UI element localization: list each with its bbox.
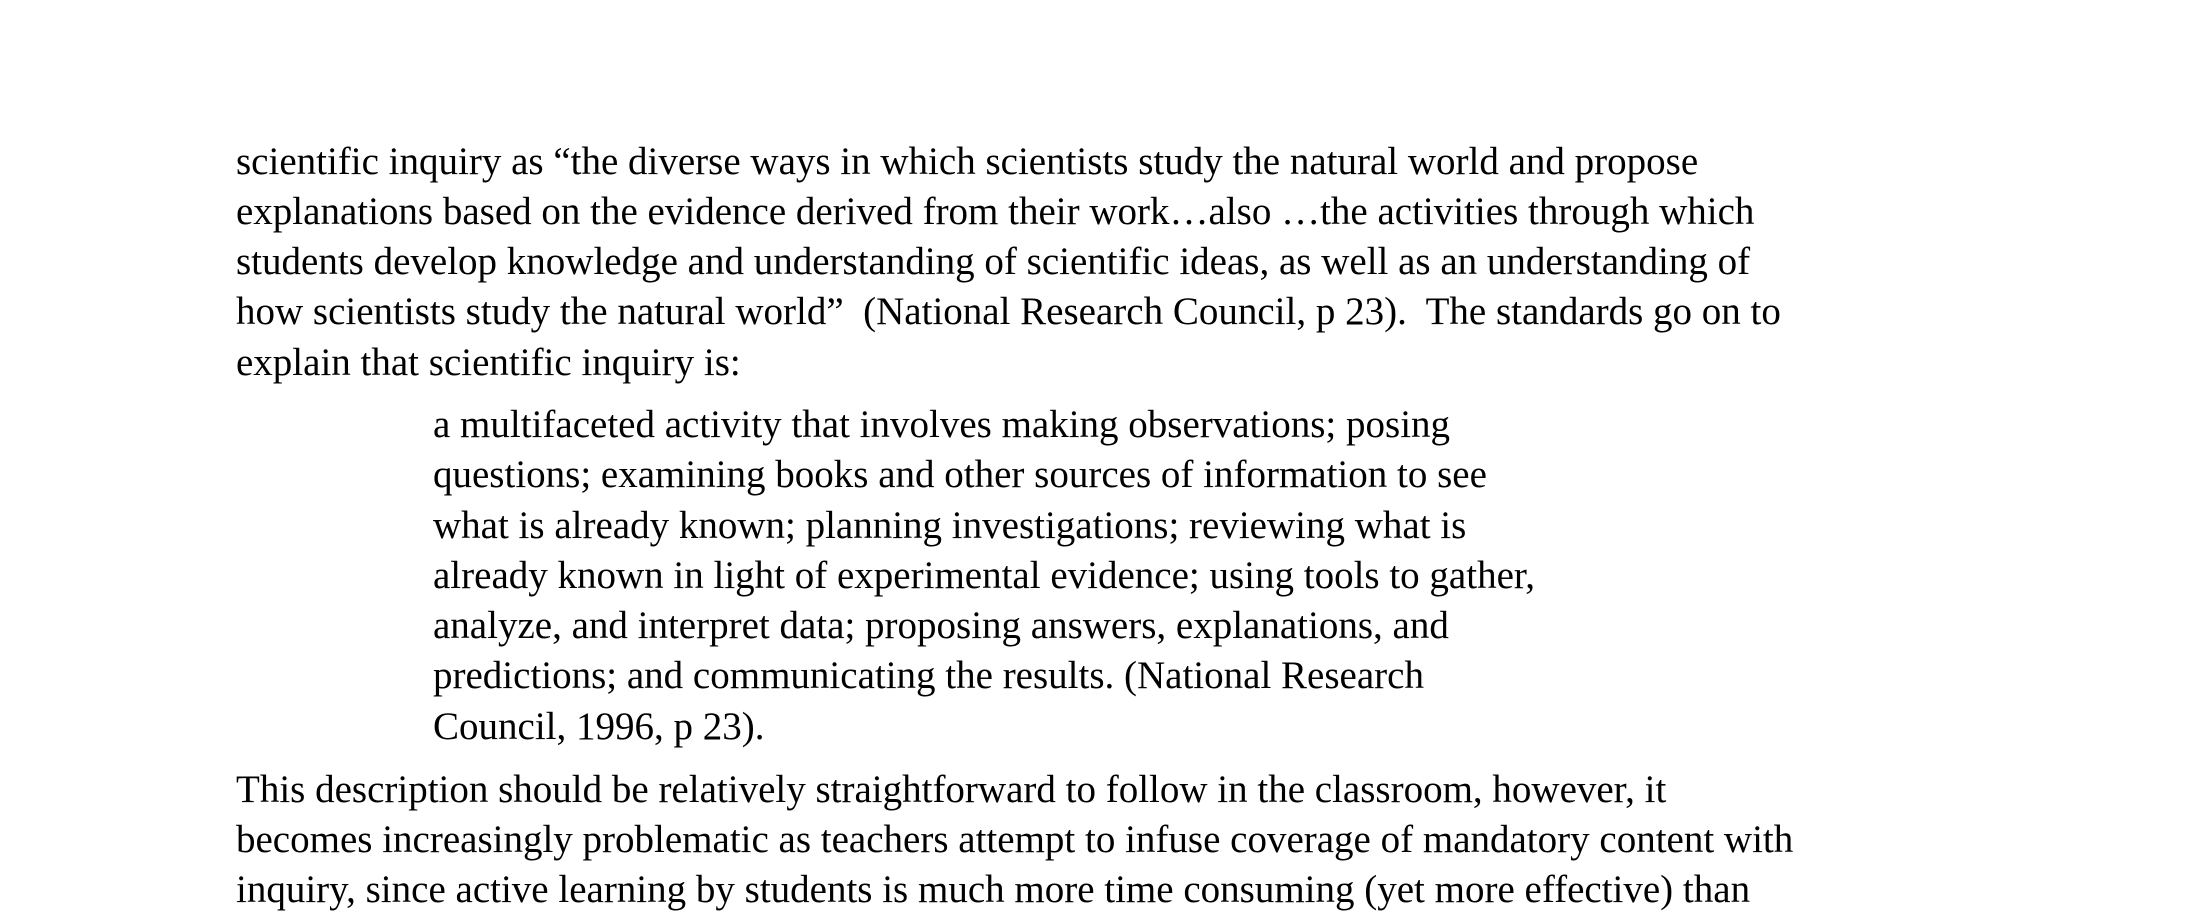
text-line: explain that scientific inquiry is:: [236, 341, 741, 384]
text-line: inquiry, since active learning by students is much more time consuming (yet more effective) than: [236, 868, 1751, 911]
quote-line: questions; examining books and other sources of information to see: [433, 453, 1487, 496]
text-line: This description should be relatively straightforward to follow in the classroom, however, it: [236, 768, 1667, 811]
text-line: explanations based on the evidence derived from their work…also …the activities through which: [236, 190, 1755, 233]
quote-line: a multifaceted activity that involves making observations; posing: [433, 403, 1451, 446]
quote-line: what is already known; planning investigations; reviewing what is: [433, 504, 1467, 547]
quote-line: analyze, and interpret data; proposing answers, explanations, and: [433, 604, 1449, 647]
text-line: scientific inquiry as “the diverse ways in which scientists study the natural world and propose: [236, 140, 1699, 183]
quote-line: already known in light of experimental evidence; using tools to gather,: [433, 554, 1536, 597]
text-line: becomes increasingly problematic as teachers attempt to infuse coverage of mandatory content with: [236, 818, 1794, 861]
quote-line: predictions; and communicating the results. (National Research: [433, 654, 1424, 697]
text-line: how scientists study the natural world” (National Research Council, p 23). The standards go on to: [236, 290, 1781, 333]
quote-line: Council, 1996, p 23).: [433, 705, 765, 748]
text-line: students develop knowledge and understanding of scientific ideas, as well as an understanding of: [236, 240, 1751, 283]
